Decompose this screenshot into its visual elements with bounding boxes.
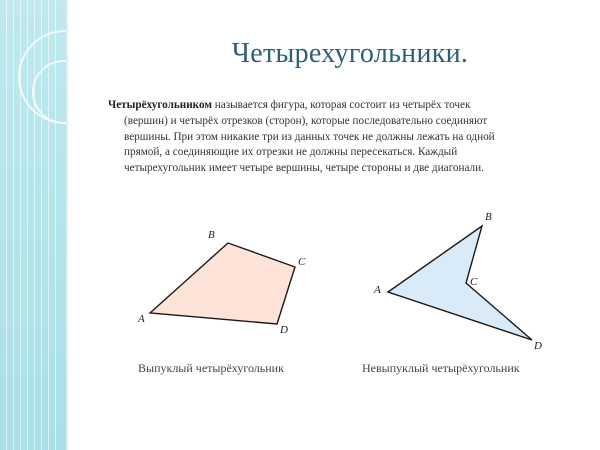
- definition-line-5: четырехугольник имеет четыре вершины, четыре стороны и две диагонали.: [124, 162, 484, 175]
- convex-vertex-d: D: [280, 324, 288, 336]
- convex-quadrilateral: [150, 243, 295, 324]
- nonconvex-vertex-a: A: [374, 284, 381, 296]
- nonconvex-vertex-c: C: [470, 276, 478, 288]
- convex-vertex-b: B: [208, 229, 215, 241]
- convex-vertex-a: A: [138, 313, 145, 325]
- nonconvex-vertex-b: B: [485, 211, 492, 223]
- convex-caption: Выпуклый четырёхугольник: [138, 361, 284, 375]
- definition-term: Четырёхугольником: [108, 99, 212, 111]
- nonconvex-caption: Невыпуклый четырёхугольник: [362, 361, 520, 375]
- nonconvex-quadrilateral: [388, 226, 532, 340]
- definition-line-3: вершины. При этом никакие три из данных точек не должны лежать на одной: [124, 130, 495, 143]
- convex-vertex-c: C: [298, 256, 306, 268]
- slide-title: Четырехугольники.: [231, 38, 469, 69]
- definition-line-4: прямой, а соединяющие их отрезки не должны пересекаться. Каждый: [124, 146, 458, 159]
- definition-line-1-text: называется фигура, которая состоит из четырёх точек: [212, 99, 471, 111]
- nonconvex-vertex-d: D: [534, 340, 542, 352]
- definition-line-2: (вершин) и четырёх отрезков (сторон), которые последовательно соединяют: [124, 114, 488, 127]
